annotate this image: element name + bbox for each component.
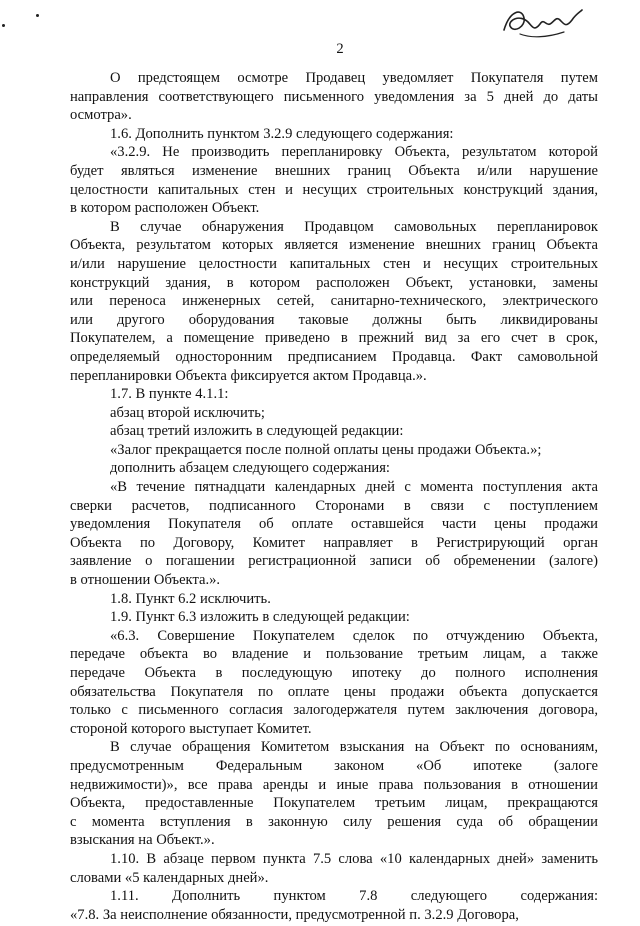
text-line: 1.11. Дополнить пунктом 7.8 следующего содержания: xyxy=(110,888,598,905)
text-line: или другого оборудования таковые должны быть ликвидированы xyxy=(70,311,598,328)
paragraph xyxy=(70,459,598,478)
text-line: «3.2.9. Не производить перепланировку Объекта, результатом которой xyxy=(110,144,598,161)
text-line: Объекта по Договору, Комитет направляет в Регистрирующий орган xyxy=(70,534,598,551)
paragraph xyxy=(70,627,598,739)
text-line: конструкций здания, в котором расположен Объект, установки, замены xyxy=(70,274,598,291)
text-line: и/или нарушение целостности капитальных стен и несущих строительных xyxy=(70,255,598,272)
text-line: 1.10. В абзаце первом пункта 7.5 слова «10 календарных дней» заменить xyxy=(110,850,598,867)
paragraph xyxy=(70,850,598,887)
text-line: Покупателем, а помещение приведено в прежний вид за его счет в срок, xyxy=(70,330,598,347)
text-line: или переноса инженерных сетей, санитарно-технического, электрического xyxy=(70,293,598,310)
text-line: в отношении Объекта.». xyxy=(70,572,221,589)
paragraph xyxy=(70,608,598,627)
text-line: определяемый односторонним предписанием Продавца. Факт самовольной xyxy=(70,348,598,365)
paragraph xyxy=(70,125,598,144)
text-line: сверки расчетов, подписанного Сторонами в связи с поступлением xyxy=(70,497,598,514)
text-line: «7.8. За неисполнение обязанности, предусмотренной п. 3.2.9 Договора, xyxy=(70,906,519,923)
text-line: обязательства Покупателя по оплате цены продажи объекта допускается xyxy=(70,683,598,700)
paragraph xyxy=(70,441,598,460)
page-number: 2 xyxy=(336,41,344,57)
document-body xyxy=(70,69,598,924)
paragraph xyxy=(70,738,598,850)
text-line: перепланировки Объекта фиксируется актом Продавца.». xyxy=(70,367,427,384)
paragraph xyxy=(70,422,598,441)
scan-dot xyxy=(36,14,39,17)
text-line: абзац второй исключить; xyxy=(110,404,265,421)
text-line: взыскания на Объект.». xyxy=(70,832,215,849)
text-line: будет являться изменение внешних границ Объекта и/или нарушение xyxy=(70,162,598,179)
text-line: Объекта, результатом которых является изменение внешних границ Объекта xyxy=(70,237,598,254)
text-line: осмотра». xyxy=(70,107,132,124)
text-line: передаче Объекта в последующую ипотеку до полного исполнения xyxy=(70,665,598,681)
scan-dot xyxy=(2,24,5,27)
text-line: 1.8. Пункт 6.2 исключить. xyxy=(110,590,271,607)
paragraph xyxy=(70,478,598,590)
text-line: только с письменного согласия залогодержателя путем заключения договора, xyxy=(70,702,598,719)
text-line: «6.3. Совершение Покупателем сделок по отчуждению Объекта, xyxy=(110,627,598,644)
paragraph xyxy=(70,218,598,385)
paragraph xyxy=(70,385,598,404)
text-line: словами «5 календарных дней». xyxy=(70,869,269,886)
paragraph xyxy=(70,404,598,423)
text-line: целостности капитальных стен и несущих строительных конструкций здания, xyxy=(70,181,598,198)
text-line: дополнить абзацем следующего содержания: xyxy=(110,460,390,477)
text-line: с момента вступления в законную силу решения суда об обращении xyxy=(70,813,598,830)
text-line: В случае обнаружения Продавцом самовольных перепланировок xyxy=(110,218,598,235)
paragraph xyxy=(70,887,598,924)
signature-mark xyxy=(500,4,584,44)
text-line: 1.9. Пункт 6.3 изложить в следующей редакции: xyxy=(110,609,410,626)
text-line: предусмотренным Федеральным законом «Об ипотеке (залоге xyxy=(70,757,598,774)
paragraph xyxy=(70,143,598,217)
text-line: О предстоящем осмотре Продавец уведомляет Покупателя путем xyxy=(110,70,598,86)
text-line: «В течение пятнадцати календарных дней с момента поступления акта xyxy=(110,479,598,496)
text-line: 1.7. В пункте 4.1.1: xyxy=(110,386,229,403)
text-line: заявление о погашении регистрационной записи об обременении (залоге) xyxy=(70,553,598,570)
text-line: абзац третий изложить в следующей редакции: xyxy=(110,423,404,440)
text-line: «Залог прекращается после полной оплаты цены продажи Объекта.»; xyxy=(110,441,542,458)
text-line: Объекта, предоставленные Покупателем третьим лицам, прекращаются xyxy=(70,795,598,812)
text-line: направления соответствующего письменного уведомления за 5 дней до даты xyxy=(70,88,598,105)
text-line: 1.6. Дополнить пунктом 3.2.9 следующего содержания: xyxy=(110,125,454,142)
paragraph xyxy=(70,69,598,125)
text-line: в котором расположен Объект. xyxy=(70,200,260,217)
paragraph xyxy=(70,590,598,609)
text-line: передаче объекта во владение и пользование третьим лицам, а также xyxy=(70,646,598,663)
text-line: В случае обращения Комитетом взыскания на Объект по основаниям, xyxy=(110,739,598,756)
text-line: уведомления Покупателя об оплате оставшейся части цены продажи xyxy=(70,516,598,533)
text-line: стороной которого выступает Комитет. xyxy=(70,720,312,737)
text-line: недвижимости)», все права аренды и иные права пользования в отношении xyxy=(70,776,598,793)
